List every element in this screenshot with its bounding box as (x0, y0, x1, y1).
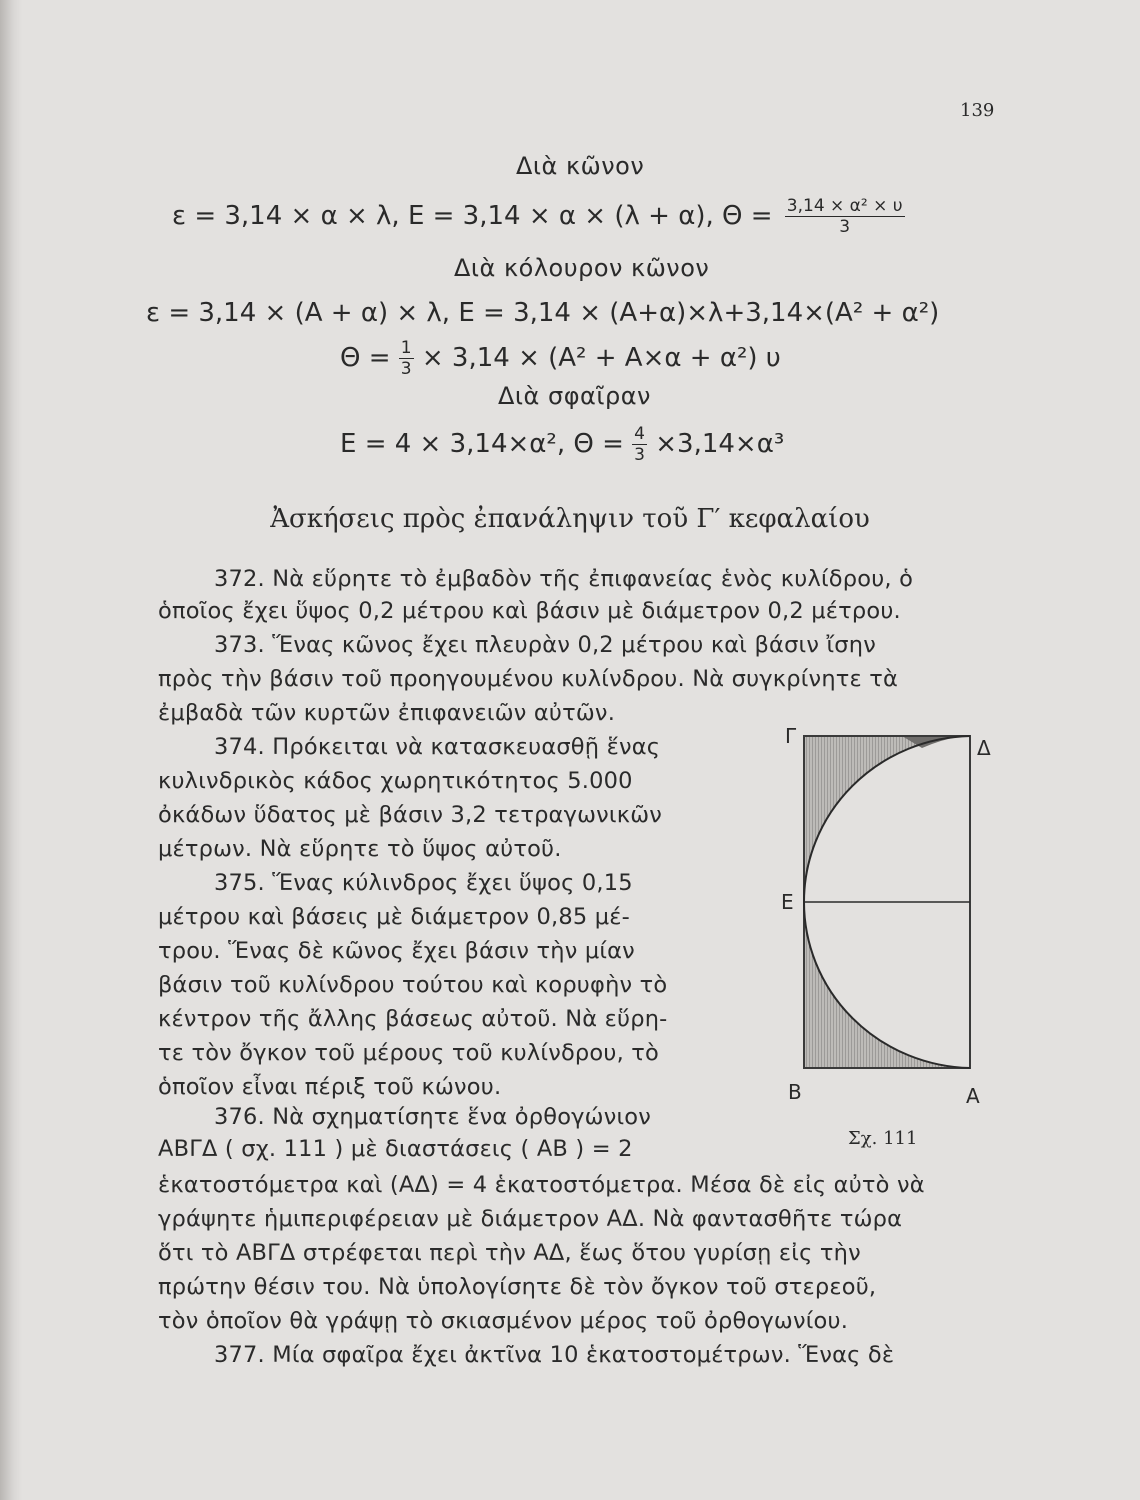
text-line: κυλινδρικὸς κάδος χωρητικότητος 5.000 (158, 768, 633, 794)
text-line: ὁποῖον εἶναι πέριξ τοῦ κώνου. (158, 1074, 502, 1100)
text-line: ὅτι τὸ ΑΒΓΔ στρέφεται περὶ τὴν ΑΔ, ἕως ὅτου γυρίσῃ εἰς τὴν (158, 1240, 861, 1266)
label-alpha: Α (966, 1084, 980, 1108)
page-number: 139 (960, 100, 995, 121)
formula-frustum-surface: ε = 3,14 × (Α + α) × λ, Ε = 3,14 × (Α+α)×λ+3,14×(Α² + α²) (146, 298, 940, 328)
subheading-frustum: Διὰ κόλουρον κῶνον (454, 254, 710, 282)
text-line: 372. Νὰ εὕρητε τὸ ἐμβαδὸν τῆς ἐπιφανείας ἑνὸς κυλίδρου, ὁ (214, 566, 914, 592)
text-line: πρώτην θέσιν του. Νὰ ὑπολογίσητε δὲ τὸν ὄγκον τοῦ στερεοῦ, (158, 1274, 877, 1300)
text-line: 373. Ἕνας κῶνος ἔχει πλευρὰν 0,2 μέτρου καὶ βάσιν ἴσην (214, 632, 876, 658)
text-line: ὀκάδων ὕδατος μὲ βάσιν 3,2 τετραγωνικῶν (158, 802, 662, 828)
text-line: μέτρων. Νὰ εὕρητε τὸ ὕψος αὐτοῦ. (158, 836, 562, 862)
text-line: 377. Μία σφαῖρα ἔχει ἀκτῖνα 10 ἑκατοστομέτρων. Ἕνας δὲ (214, 1342, 895, 1368)
text-line: 375. Ἕνας κύλινδρος ἔχει ὕψος 0,15 (214, 870, 633, 896)
formula-cone (172, 196, 905, 237)
text-line: ἐμβαδὰ τῶν κυρτῶν ἐπιφανειῶν αὐτῶν. (158, 700, 616, 726)
formula-sphere: Ε = 4 × 3,14×α², Θ = $\frac{4}{3}$ ×3,14×α³ (340, 424, 785, 465)
text-line: τὸν ὁποῖον θὰ γράψῃ τὸ σκιασμένον μέρος τοῦ ὀρθογωνίου. (158, 1308, 849, 1334)
subheading-sphere: Διὰ σφαῖραν (498, 382, 651, 410)
subheading-cone: Διὰ κῶνον (516, 152, 645, 180)
label-delta: Δ (977, 736, 991, 760)
label-beta: Β (788, 1080, 802, 1104)
text-line: βάσιν τοῦ κυλίνδρου τούτου καὶ κορυφὴν τὸ (158, 972, 668, 998)
label-gamma: Γ (785, 724, 797, 748)
book-spine-shadow (0, 0, 22, 1500)
fraction-four-thirds: $\frac{4}{3}$ (634, 424, 645, 465)
text-line: 376. Νὰ σχηματίσητε ἕνα ὀρθογώνιον (214, 1104, 652, 1130)
text-line: κέντρον τῆς ἄλλης βάσεως αὐτοῦ. Νὰ εὕρη- (158, 1006, 668, 1032)
text-line: ἑκατοστόμετρα καὶ (ΑΔ) = 4 ἑκατοστόμετρα. Μέσα δὲ εἰς αὐτὸ νὰ (158, 1172, 925, 1198)
fraction-cone-volume: $\frac{\text{3,14 × α² × υ}}{3}$ (786, 196, 903, 237)
text-line: ΑΒΓΔ ( σχ. 111 ) μὲ διαστάσεις ( ΑΒ ) = 2 (158, 1136, 633, 1162)
section-heading: Ἀσκήσεις πρὸς ἐπανάληψιν τοῦ Γ′ κεφαλαίου (270, 504, 870, 534)
figure-caption: Σχ. 111 (848, 1128, 918, 1149)
formula-frustum-volume: Θ = $\frac{1}{3}$ × 3,14 × (Α² + Α×α + α²) υ (340, 338, 781, 379)
fraction-one-third: $\frac{1}{3}$ (400, 338, 412, 379)
text-line: γράψητε ἡμιπεριφέρειαν μὲ διάμετρον ΑΔ. Νὰ φαντασθῆτε τώρα (158, 1206, 903, 1232)
text-line: 374. Πρόκειται νὰ κατασκευασθῇ ἕνας (214, 734, 661, 760)
text-line: πρὸς τὴν βάσιν τοῦ προηγουμένου κυλίνδρου. Νὰ συγκρίνητε τὰ (158, 666, 899, 692)
label-epsilon: Ε (781, 890, 794, 914)
figure-111 (782, 730, 1002, 1130)
formula-cone-surface: ε = 3,14 × α × λ, Ε = 3,14 × α × (λ + α), Θ = (172, 201, 773, 231)
text-line: τρου. Ἕνας δὲ κῶνος ἔχει βάσιν τὴν μίαν (158, 938, 635, 964)
text-line: ὁποῖος ἔχει ὕψος 0,2 μέτρου καὶ βάσιν μὲ διάμετρον 0,2 μέτρου. (158, 598, 901, 624)
text-line: μέτρου καὶ βάσεις μὲ διάμετρον 0,85 μέ- (158, 904, 630, 930)
text-line: τε τὸν ὄγκον τοῦ μέρους τοῦ κυλίνδρου, τὸ (158, 1040, 660, 1066)
